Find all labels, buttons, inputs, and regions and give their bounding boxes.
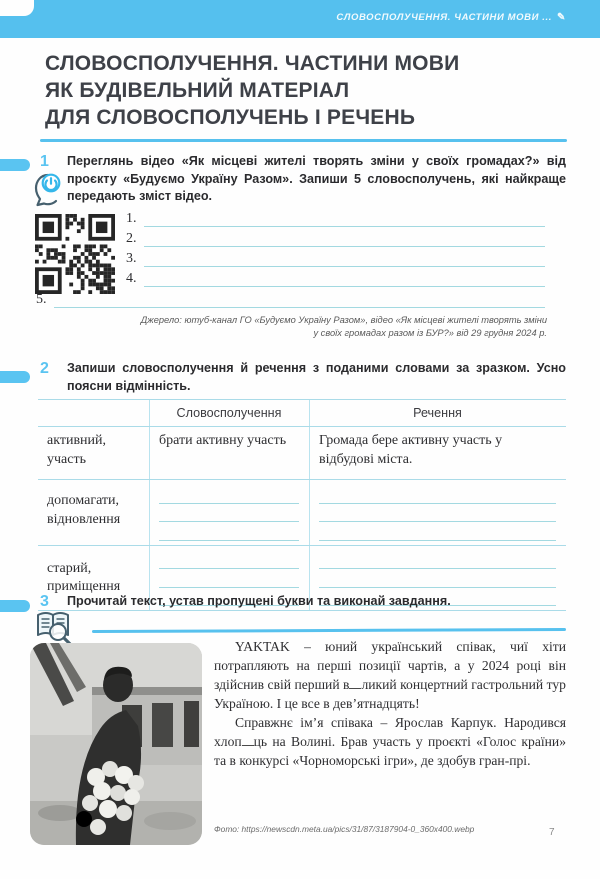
source-line-1: Джерело: ютуб-канал ГО «Будуємо Україну Разом», відео «Як місцеві жителі творять зміни xyxy=(140,315,547,325)
task1-instruction: Переглянь відео «Як місцеві жителі творять зміни у своїх громадах?» від проєкту «Будуємо Україну Разом». Запиши 5 словосполучень, які найкраще передають зміст відео. xyxy=(67,154,566,203)
row2-sentence-lines xyxy=(309,480,566,545)
table-header-words xyxy=(38,400,149,426)
table-header-sentence: Речення xyxy=(309,400,566,426)
video-source-citation xyxy=(90,314,547,340)
page-number: 7 xyxy=(549,827,555,838)
answer-line-1-rule xyxy=(144,210,546,227)
row3-words: старий, приміщення xyxy=(47,560,121,594)
answer-line-2 xyxy=(126,230,545,247)
task1-margin-tab xyxy=(0,159,30,171)
answer-line-5 xyxy=(36,291,545,308)
task2-margin-tab xyxy=(0,371,30,383)
singer-photo xyxy=(30,643,202,845)
answer-line-5-rule xyxy=(54,291,546,308)
table-header-row xyxy=(38,400,566,427)
missing-letter-blank-1 xyxy=(349,677,361,689)
listen-video-icon xyxy=(33,171,67,209)
answer-line-5-number: 5. xyxy=(36,292,47,307)
example-words: активний, участь xyxy=(47,433,107,467)
answer-line-4 xyxy=(126,270,545,287)
example-phrase: брати активну участь xyxy=(149,427,309,479)
title-line-2: ЯК БУДІВЕЛЬНИЙ МАТЕРІАЛ xyxy=(45,79,350,102)
task3-divider xyxy=(92,628,566,633)
running-head xyxy=(336,12,566,23)
table-row-example xyxy=(38,427,566,480)
task1-number: 1 xyxy=(40,153,49,170)
answer-line-1 xyxy=(126,210,545,227)
passage-paragraph-1: YAKTAK – юний український співак, чиї хіти потрапляють на перші позиції чартів, а у 2024 році він здійснив свій перший в ликий концертний гастрольний тур Україною. І це все в дев’ятнадцять! xyxy=(214,639,566,711)
pencil-icon: ✎ xyxy=(557,12,566,23)
missing-letter-blank-2 xyxy=(242,734,254,746)
reading-passage xyxy=(214,637,566,770)
answer-line-3 xyxy=(126,250,545,267)
source-line-2: у своїх громадах разом із БУР?» від 29 грудня 2024 р. xyxy=(313,328,547,338)
table-header-phrase: Словосполучення xyxy=(149,400,309,426)
task3-instruction: Прочитай текст, устав пропущені букви та виконай завдання. xyxy=(67,594,451,608)
task3-number: 3 xyxy=(40,593,49,610)
answer-line-2-rule xyxy=(144,230,546,247)
answer-line-3-number: 3. xyxy=(126,251,137,266)
answer-line-2-number: 2. xyxy=(126,231,137,246)
title-line-3: ДЛЯ СЛОВОСПОЛУЧЕНЬ І РЕЧЕНЬ xyxy=(45,106,416,129)
answer-line-4-rule xyxy=(144,270,546,287)
answer-line-4-number: 4. xyxy=(126,271,137,286)
answer-line-3-rule xyxy=(144,250,546,267)
running-head-text: СЛОВОСПОЛУЧЕННЯ. ЧАСТИНИ МОВИ ... xyxy=(336,12,553,23)
phrases-sentences-table xyxy=(38,399,566,611)
row2-phrase-lines xyxy=(149,480,309,545)
photo-illustration xyxy=(30,643,202,845)
task3-margin-tab xyxy=(0,600,30,612)
table-row-2 xyxy=(38,480,566,546)
page-title xyxy=(45,50,565,131)
title-divider xyxy=(40,139,567,142)
header-corner-notch xyxy=(0,0,34,16)
row2-words: допомагати, відновлення xyxy=(47,493,121,527)
task2-instruction: Запиши словосполучення й речення з поданими словами за зразком. Усно поясни відмінність. xyxy=(67,361,566,393)
photo-credit: Фото: https://newscdn.meta.ua/pics/31/87/3187904-0_360x400.webp xyxy=(214,824,475,834)
passage-paragraph-2: Справжнє ім’я співака – Ярослав Карпук. Народився хлоп ць на Волині. Брав участь у проєкті «Голос країни» та в конкурсі «Чорноморські ігри», де здобув гран-прі. xyxy=(214,715,566,768)
example-sentence: Громада бере активну участь у відбудові міста. xyxy=(309,427,566,479)
task2-number: 2 xyxy=(40,360,49,377)
qr-code xyxy=(35,214,115,294)
answer-line-1-number: 1. xyxy=(126,211,137,226)
title-line-1: СЛОВОСПОЛУЧЕННЯ. ЧАСТИНИ МОВИ xyxy=(45,52,460,75)
